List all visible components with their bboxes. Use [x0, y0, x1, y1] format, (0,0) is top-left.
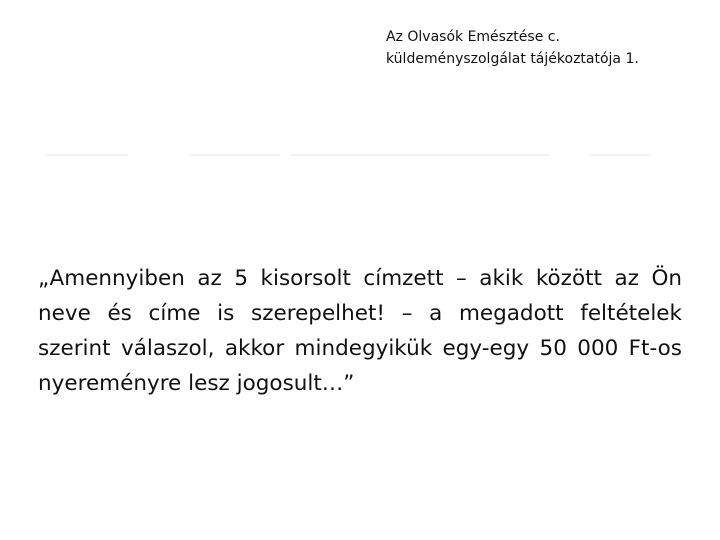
faint-divider-segment	[46, 154, 128, 156]
faint-divider-segment	[190, 154, 280, 156]
source-caption	[386, 26, 706, 70]
caption-line-1: Az Olvasók Emésztése c.	[386, 29, 560, 45]
faint-divider-segment	[590, 154, 650, 156]
caption-line-2: küldeményszolgálat tájékoztatója 1.	[386, 51, 639, 67]
quoted-paragraph: „Amennyiben az 5 kisorsolt címzett – akik között az Ön neve és címe is szerepelhet! – a megadott feltételek szerint válaszol, akkor mindegyikük egy-egy 50 000 Ft-os nyereményre lesz jogosult…”	[38, 265, 682, 396]
faint-divider-segment	[290, 154, 550, 156]
